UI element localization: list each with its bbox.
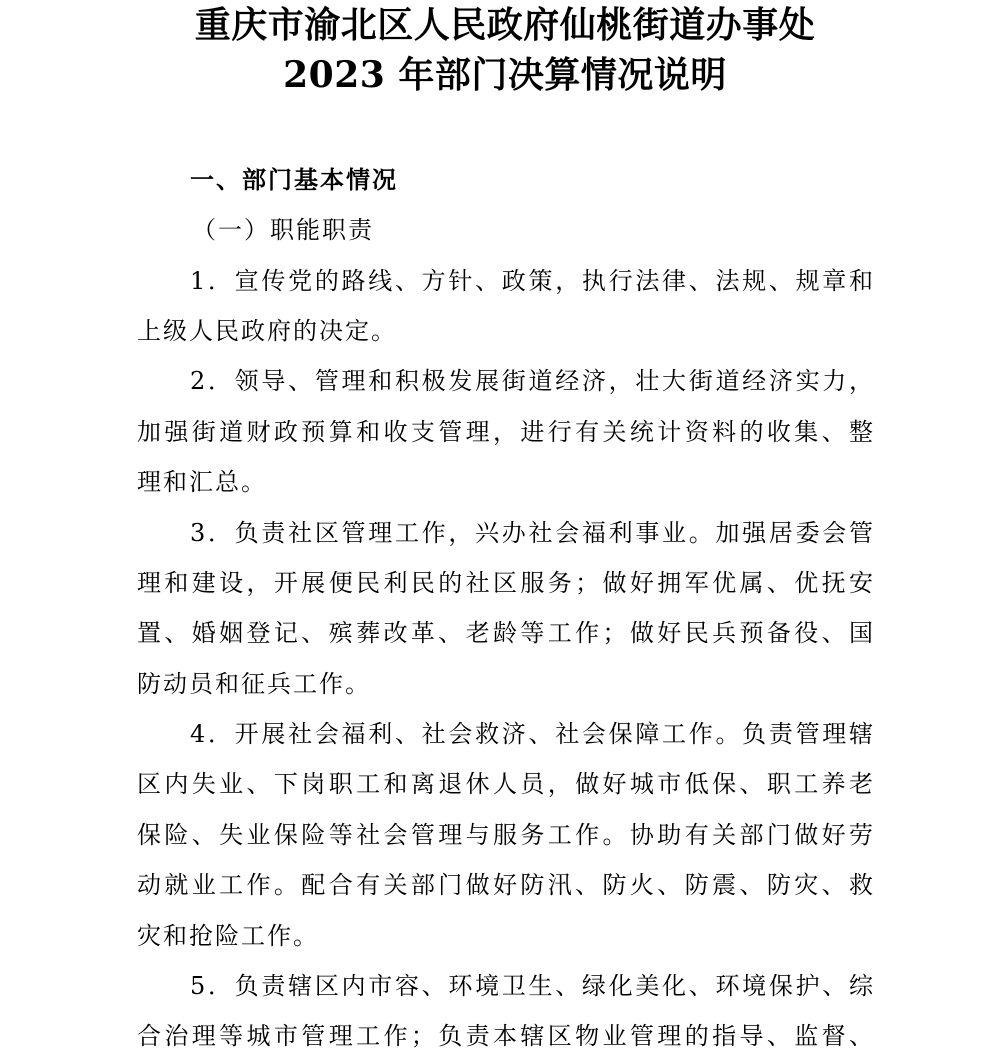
section-heading: 一、部门基本情况 — [190, 164, 398, 194]
paragraph-4 — [137, 718, 875, 952]
paragraph-line: 置、婚姻登记、殡葬改革、老龄等工作；做好民兵预备役、国 — [137, 619, 875, 648]
paragraph-line: 2．领导、管理和积极发展街道经济，壮大街道经济实力， — [190, 367, 875, 396]
paragraph-line: 合治理等城市管理工作；负责本辖区物业管理的指导、监督、 — [137, 1022, 875, 1051]
paragraph-line: 4．开展社会福利、社会救济、社会保障工作。负责管理辖 — [190, 720, 875, 749]
document-title-line-1: 重庆市渝北区人民政府仙桃街道办事处 — [194, 4, 816, 46]
paragraph-1 — [137, 265, 875, 347]
subsection-heading: （一）职能职责 — [192, 216, 374, 245]
paragraph-line: 灾和抢险工作。 — [137, 921, 319, 950]
paragraph-line: 1．宣传党的路线、方针、政策，执行法律、法规、规章和 — [190, 266, 875, 295]
document-title-line-2: 2023 年部门决算情况说明 — [283, 54, 727, 96]
paragraph-line: 理和建设，开展便民利民的社区服务；做好拥军优属、优抚安 — [137, 568, 875, 597]
document-title — [0, 0, 1000, 100]
paragraph-2 — [137, 365, 875, 498]
paragraph-line: 区内失业、下岗职工和离退休人员，做好城市低保、职工养老 — [137, 770, 875, 799]
paragraph-line: 5．负责辖区内市容、环境卫生、绿化美化、环境保护、综 — [190, 972, 875, 1001]
paragraph-line: 防动员和征兵工作。 — [137, 669, 371, 698]
paragraph-line: 理和汇总。 — [137, 468, 267, 497]
paragraph-line: 上级人民政府的决定。 — [137, 316, 397, 345]
paragraph-line: 3．负责社区管理工作，兴办社会福利事业。加强居委会管 — [190, 518, 875, 547]
paragraph-3 — [137, 517, 875, 700]
paragraph-line: 动就业工作。配合有关部门做好防汛、防火、防震、防灾、救 — [137, 871, 875, 900]
paragraph-line: 保险、失业保险等社会管理与服务工作。协助有关部门做好劳 — [137, 820, 875, 849]
document-body — [137, 164, 875, 1053]
paragraph-line: 加强街道财政预算和收支管理，进行有关统计资料的收集、整 — [137, 417, 875, 446]
paragraph-5 — [137, 970, 875, 1052]
